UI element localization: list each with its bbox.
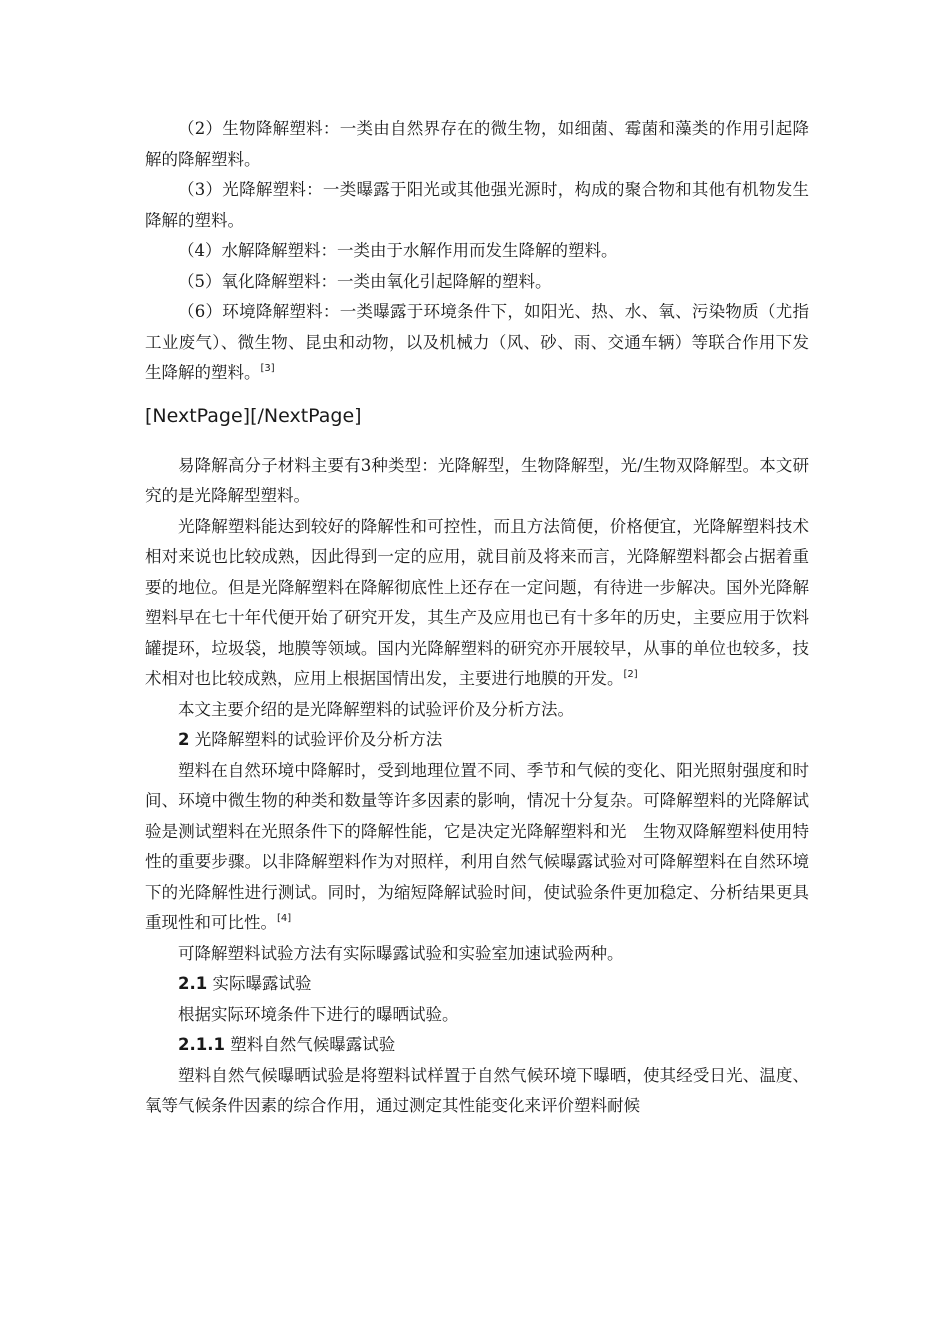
section-title: 光降解塑料的试验评价及分析方法 [189,730,443,749]
paragraph-test-methods [145,939,809,970]
paragraph-text: （5）氧化降解塑料：一类由氧化引起降解的塑料。 [178,271,552,291]
section-title: 塑料自然气候曝露试验 [224,1035,396,1054]
section-heading-2 [145,725,809,756]
paragraph-text: 光降解塑料能达到较好的降解性和可控性，而且方法简便，价格便宜，光降解塑料技术相对来说也比较成熟，因此得到一定的应用，就目前及将来而言，光降解塑料都会占据着重要的地位。但是光降解塑料在降解彻底性上还存在一定问题，有待进一步解决。国外光降解塑料早在七十年代便开始了研究开发，其生产及应用也已有十多年的历史，主要应用于饮料罐提环，垃圾袋，地膜等领域。国内光降解塑料的研究亦开展较早，从事的单位也较多，技术相对也比较成熟，应用上根据国情出发，主要进行地膜的开发。 [145,516,809,688]
paragraph-biodegradable [145,114,809,175]
paragraph-actual-exposure [145,1000,809,1031]
section-number: 2.1 [178,974,208,993]
paragraph-types [145,451,809,512]
paragraph-photodegradable-overview [145,512,809,695]
paragraph-text: 可降解塑料试验方法有实际曝露试验和实验室加速试验两种。 [178,943,624,963]
citation-ref: [2] [623,669,638,680]
paragraph-text: 根据实际环境条件下进行的曝晒试验。 [178,1004,459,1024]
paragraph-text: 塑料自然气候曝晒试验是将塑料试样置于自然气候环境下曝晒，使其经受日光、温度、氧等气候条件因素的综合作用，通过测定其性能变化来评价塑料耐候 [145,1065,809,1115]
citation-ref: [3] [260,363,275,374]
section-number: 2 [178,730,190,749]
nextpage-marker: [NextPage][/NextPage] [145,404,362,427]
section-heading-2-1-1 [145,1030,809,1061]
paragraph-text: （2）生物降解塑料：一类由自然界存在的微生物，如细菌、霉菌和藻类的作用引起降解的降解塑料。 [145,119,809,169]
paragraph-intro-scope [145,695,809,726]
paragraph-natural-weathering [145,1061,809,1122]
paragraph-text: （6）环境降解塑料：一类曝露于环境条件下，如阳光、热、水、氧、污染物质（尤指工业废气）、微生物、昆虫和动物，以及机械力（风、砂、雨、交通车辆）等联合作用下发生降解的塑料。 [145,302,809,382]
document-page [145,114,809,1122]
paragraph-environmental [145,297,809,389]
paragraph-text: 易降解高分子材料主要有3种类型：光降解型，生物降解型，光/生物双降解型。本文研究的是光降解型塑料。 [145,455,809,505]
paragraph-text: 塑料在自然环境中降解时，受到地理位置不同、季节和气候的变化、阳光照射强度和时间、环境中微生物的种类和数量等许多因素的影响，情况十分复杂。可降解塑料的光降解试验是测试塑料在光照条件下的降解性能，它是决定光降解塑料和光 生物双降解塑料使用特性的重要步骤。以非降解塑料作为对照样，利用自然气候曝露试验对可降解塑料在自然环境下的光降解性进行测试。同时，为缩短降解试验时间，使试验条件更加稳定、分析结果更具重现性和可比性。 [145,760,809,932]
paragraph-oxidation [145,267,809,298]
paragraph-text: 本文主要介绍的是光降解塑料的试验评价及分析方法。 [178,699,574,719]
section-number: 2.1.1 [178,1035,225,1054]
paragraph-text: （3）光降解塑料：一类曝露于阳光或其他强光源时，构成的聚合物和其他有机物发生降解的塑料。 [145,180,809,230]
paragraph-natural-environment [145,756,809,939]
paragraph-hydrolysis [145,236,809,267]
paragraph-photodegradable [145,175,809,236]
citation-ref: [4] [277,913,292,924]
section-heading-2-1 [145,969,809,1000]
section-title: 实际曝露试验 [207,974,312,993]
paragraph-text: （4）水解降解塑料：一类由于水解作用而发生降解的塑料。 [178,241,618,260]
